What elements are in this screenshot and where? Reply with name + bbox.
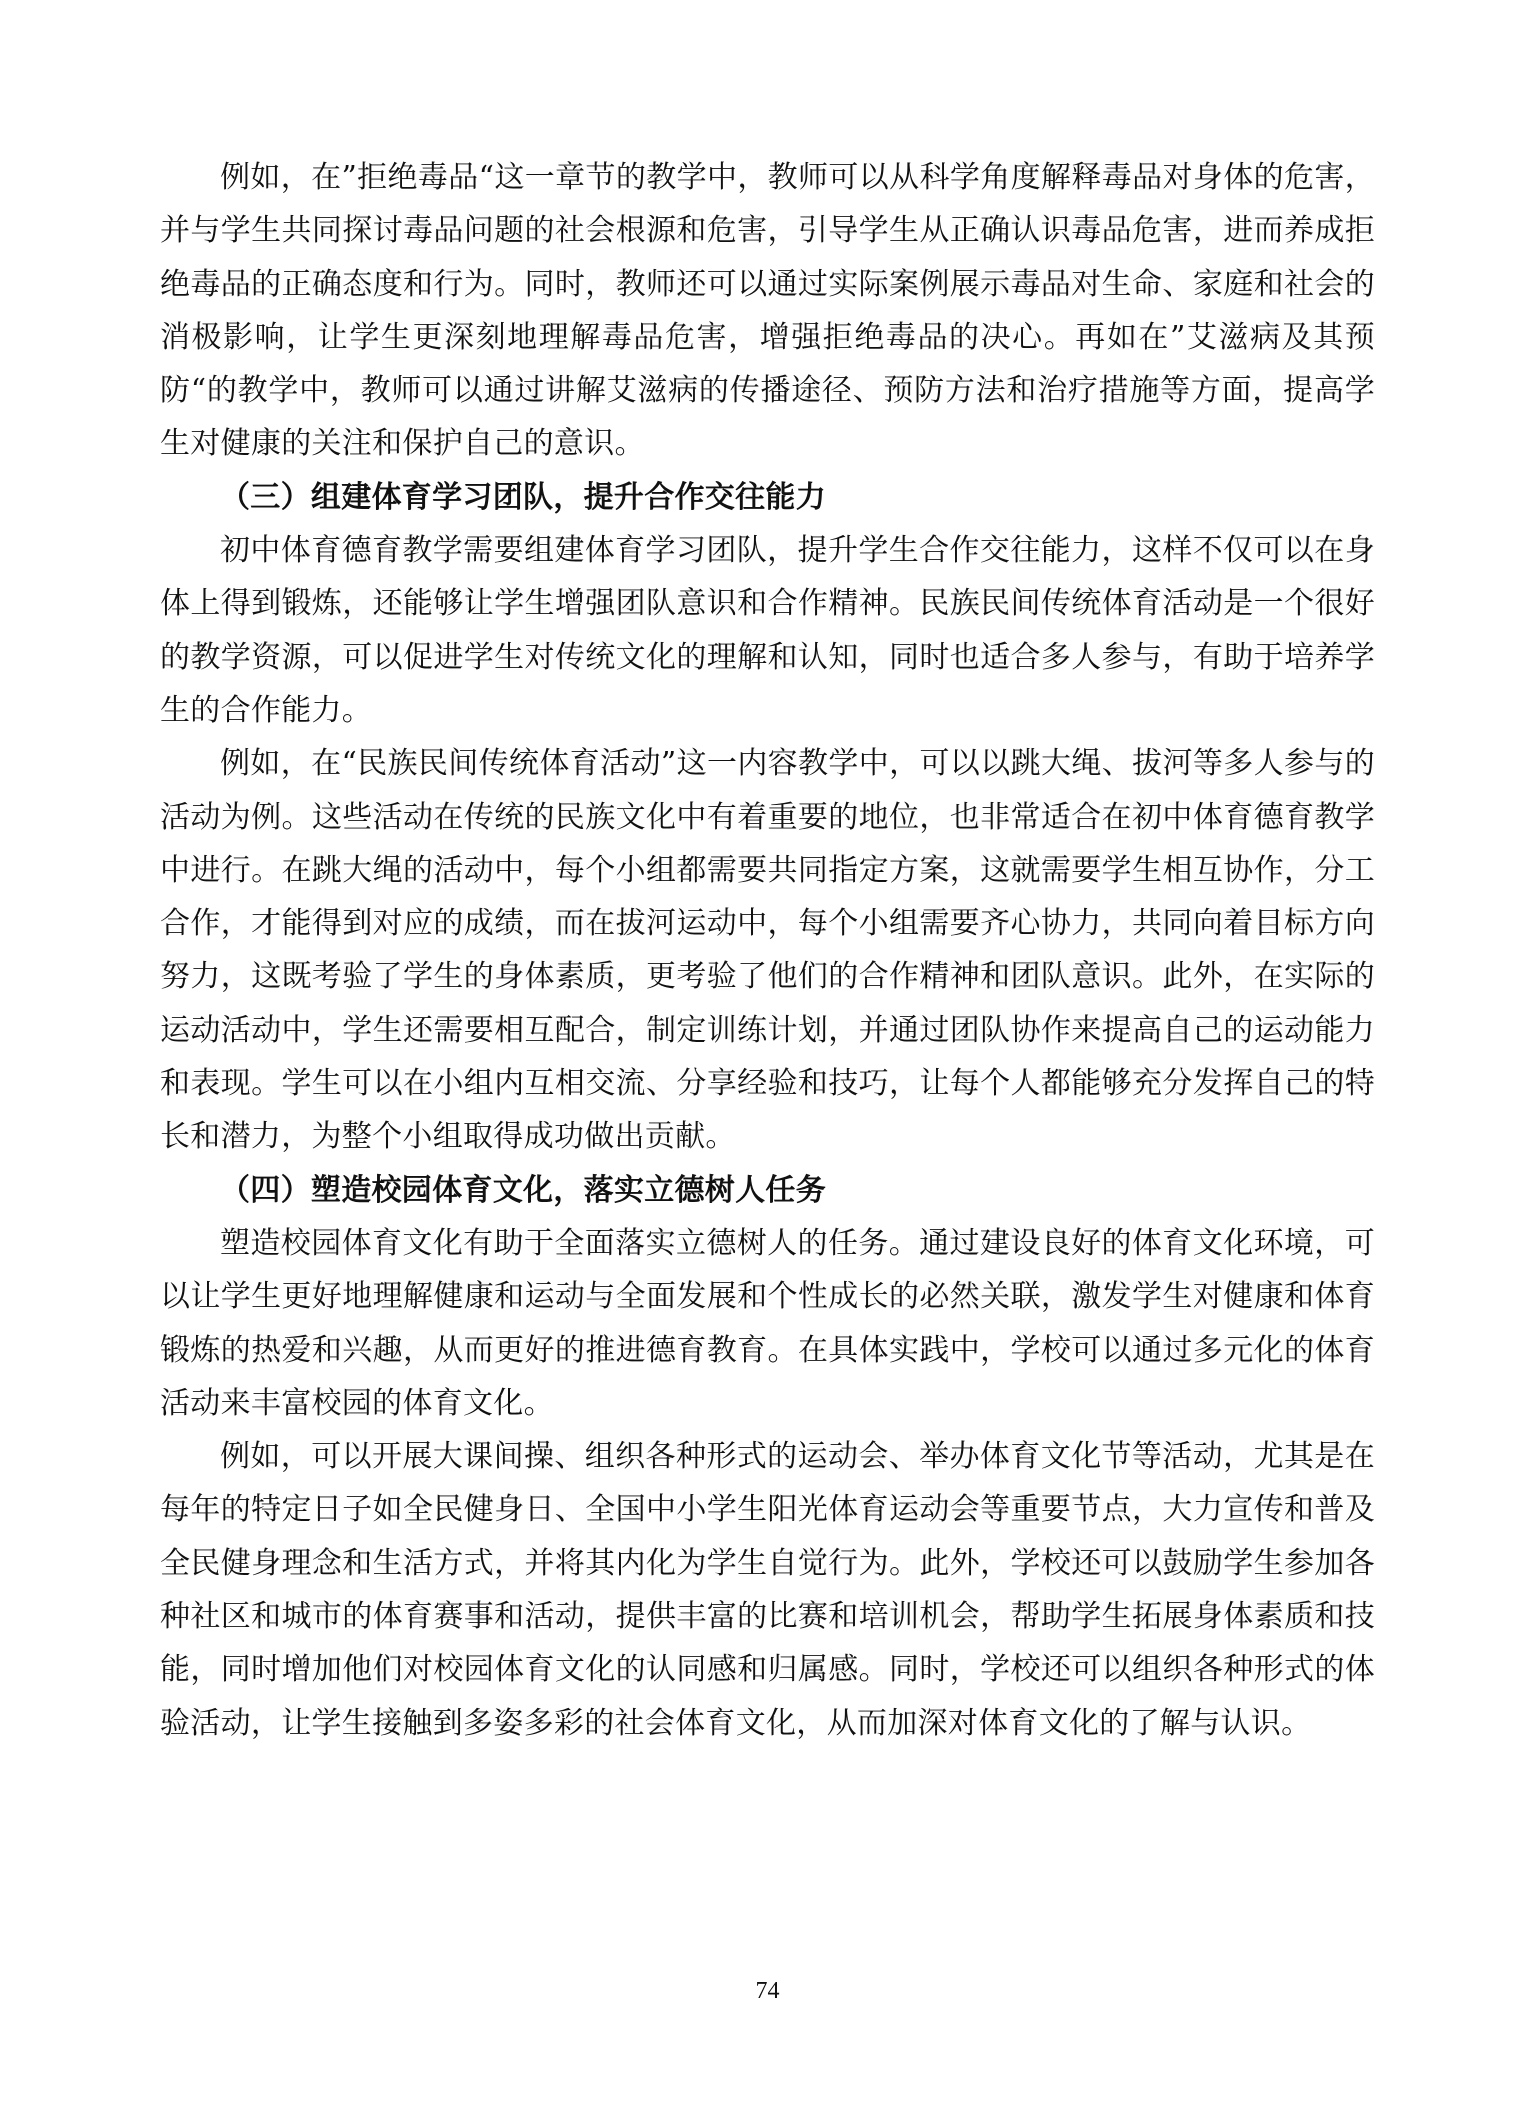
page-body [160, 151, 1375, 1750]
body-paragraph: 例如，在”拒绝毒品“这一章节的教学中，教师可以从科学角度解释毒品对身体的危害，并与学生共同探讨毒品问题的社会根源和危害，引导学生从正确认识毒品危害，进而养成拒绝毒品的正确态度和行为。同时，教师还可以通过实际案例展示毒品对生命、家庭和社会的消极影响，让学生更深刻地理解毒品危害，增强拒绝毒品的决心。再如在”艾滋病及其预防“的教学中，教师可以通过讲解艾滋病的传播途径、预防方法和治疗措施等方面，提高学生对健康的关注和保护自己的意识。 [160, 160, 1375, 462]
page-number: 74 [755, 1978, 780, 2004]
body-paragraph: 例如，可以开展大课间操、组织各种形式的运动会、举办体育文化节等活动，尤其是在每年的特定日子如全民健身日、全国中小学生阳光体育运动会等重要节点，大力宣传和普及全民健身理念和生活方式，并将其内化为学生自觉行为。此外，学校还可以鼓励学生参加各种社区和城市的体育赛事和活动，提供丰富的比赛和培训机会，帮助学生拓展身体素质和技能，同时增加他们对校园体育文化的认同感和归属感。同时，学校还可以组织各种形式的体验活动，让学生接触到多姿多彩的社会体育文化，从而加深对体育文化的了解与认识。 [160, 1439, 1375, 1741]
section-heading: （三）组建体育学习团队，提升合作交往能力 [220, 479, 826, 515]
body-paragraph: 初中体育德育教学需要组建体育学习团队，提升学生合作交往能力，这样不仅可以在身体上得到锻炼，还能够让学生增强团队意识和合作精神。民族民间传统体育活动是一个很好的教学资源，可以促进学生对传统文化的理解和认知，同时也适合多人参与，有助于培养学生的合作能力。 [160, 533, 1375, 728]
body-paragraph: 塑造校园体育文化有助于全面落实立德树人的任务。通过建设良好的体育文化环境，可以让学生更好地理解健康和运动与全面发展和个性成长的必然关联，激发学生对健康和体育锻炼的热爱和兴趣，从而更好的推进德育教育。在具体实践中，学校可以通过多元化的体育活动来丰富校园的体育文化。 [160, 1225, 1375, 1421]
body-paragraph: 例如，在“民族民间传统体育活动”这一内容教学中，可以以跳大绳、拔河等多人参与的活动为例。这些活动在传统的民族文化中有着重要的地位，也非常适合在初中体育德育教学中进行。在跳大绳的活动中，每个小组都需要共同指定方案，这就需要学生相互协作，分工合作，才能得到对应的成绩，而在拔河运动中，每个小组需要齐心协力，共同向着目标方向努力，这既考验了学生的身体素质，更考验了他们的合作精神和团队意识。此外，在实际的运动活动中，学生还需要相互配合，制定训练计划，并通过团队协作来提高自己的运动能力和表现。学生可以在小组内互相交流、分享经验和技巧，让每个人都能够充分发挥自己的特长和潜力，为整个小组取得成功做出贡献。 [160, 746, 1375, 1155]
section-heading: （四）塑造校园体育文化，落实立德树人任务 [220, 1172, 826, 1208]
